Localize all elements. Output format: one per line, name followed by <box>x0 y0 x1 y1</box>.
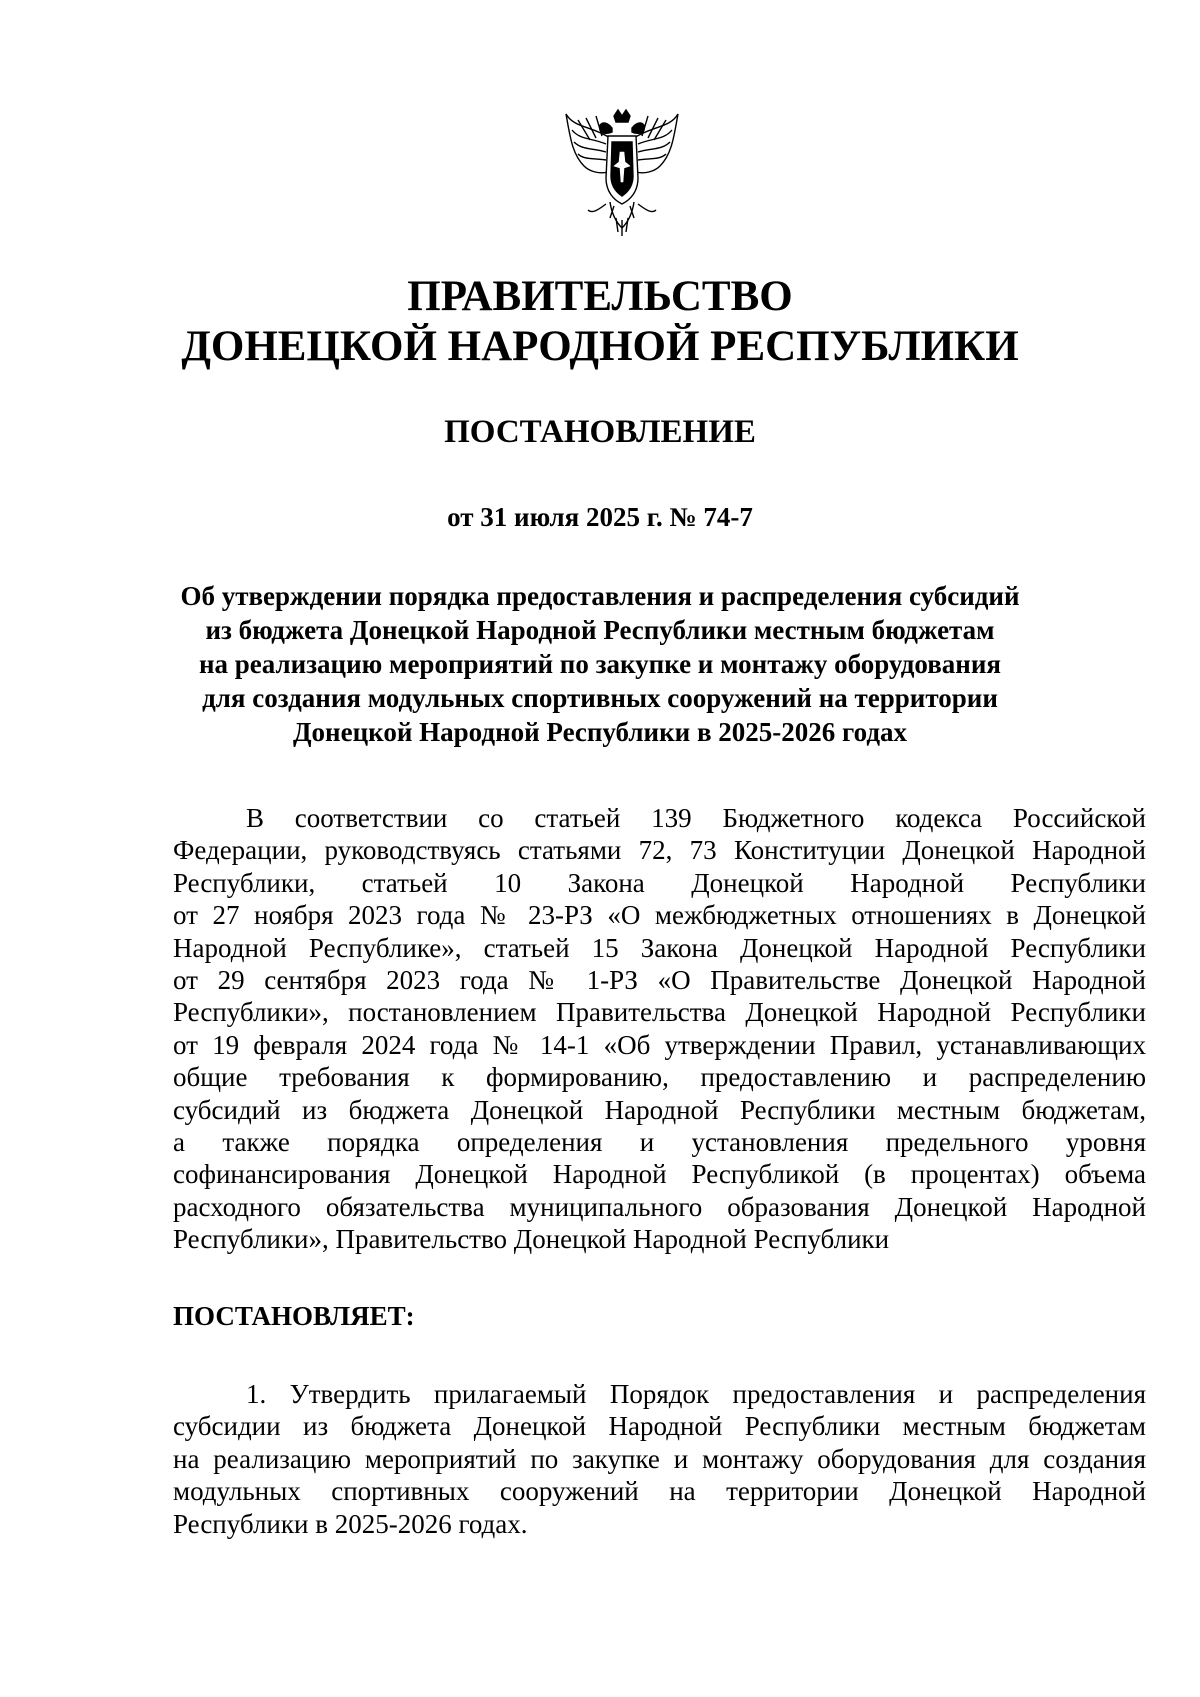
document-type: ПОСТАНОВЛЕНИЕ <box>444 414 756 450</box>
paragraph-line: на реализацию мероприятий по закупке и монтажу оборудования для создания <box>173 1443 1146 1474</box>
subject-line: Об утверждении порядка предоставления и распределения субсидий <box>180 581 1020 611</box>
paragraph-line: Республики», Правительство Донецкой Народной Республики <box>173 1224 890 1255</box>
paragraph-line: 1. Утвердить прилагаемый Порядок предоставления и распределения <box>246 1379 1146 1409</box>
paragraph-line: Республики, статьей 10 Закона Донецкой Народной Республики <box>173 867 1146 898</box>
resolves-heading: ПОСТАНОВЛЯЕТ: <box>173 1301 415 1331</box>
paragraph-line: Республики в 2025-2026 годах. <box>173 1508 528 1539</box>
government-title-line: ДОНЕЦКОЙ НАРОДНОЙ РЕСПУБЛИКИ <box>181 323 1019 370</box>
coat-of-arms-icon <box>562 106 682 258</box>
subject-line: из бюджета Донецкой Народной Республики местным бюджетам <box>205 615 995 645</box>
paragraph-line: субсидий из бюджета Донецкой Народной Республики местным бюджетам, <box>173 1094 1146 1125</box>
subject-line: для создания модульных спортивных сооружений на территории <box>202 683 998 713</box>
document-subject <box>0 579 1200 749</box>
paragraph-line: от 19 февраля 2024 года № 14-1 «Об утверждении Правил, устанавливающих <box>173 1029 1146 1060</box>
subject-line: Донецкой Народной Республики в 2025-2026 годах <box>292 717 907 747</box>
paragraph-line: расходного обязательства муниципального образования Донецкой Народной <box>173 1191 1146 1222</box>
paragraph-line: от 27 ноября 2023 года № 23-РЗ «О межбюджетных отношениях в Донецкой <box>173 900 1146 931</box>
paragraph-line: Федерации, руководствуясь статьями 72, 73 Конституции Донецкой Народной <box>173 835 1146 866</box>
paragraph-line: общие требования к формированию, предоставлению и распределению <box>173 1062 1146 1093</box>
preamble-paragraph <box>173 802 1146 1256</box>
paragraph-line: Народной Республике», статьей 15 Закона Донецкой Народной Республики <box>173 932 1146 963</box>
document-date-number: от 31 июля 2025 г. № 74-7 <box>447 502 753 532</box>
paragraph-line: В соответствии со статьей 139 Бюджетного кодекса Российской <box>246 803 1146 833</box>
paragraph-line: а также порядка определения и установления предельного уровня <box>173 1127 1146 1158</box>
paragraph-line: субсидии из бюджета Донецкой Народной Республики местным бюджетам <box>173 1411 1146 1442</box>
government-title <box>0 272 1200 372</box>
item-1-paragraph <box>173 1378 1146 1540</box>
paragraph-line: Республики», постановлением Правительства Донецкой Народной Республики <box>173 997 1146 1028</box>
paragraph-line: от 29 сентября 2023 года № 1-РЗ «О Правительстве Донецкой Народной <box>173 965 1146 996</box>
paragraph-line: модульных спортивных сооружений на территории Донецкой Народной <box>173 1476 1146 1507</box>
government-title-line: ПРАВИТЕЛЬСТВО <box>407 273 793 320</box>
paragraph-line: софинансирования Донецкой Народной Республикой (в процентах) объема <box>173 1159 1146 1190</box>
subject-line: на реализацию мероприятий по закупке и монтажу оборудования <box>198 649 1002 679</box>
